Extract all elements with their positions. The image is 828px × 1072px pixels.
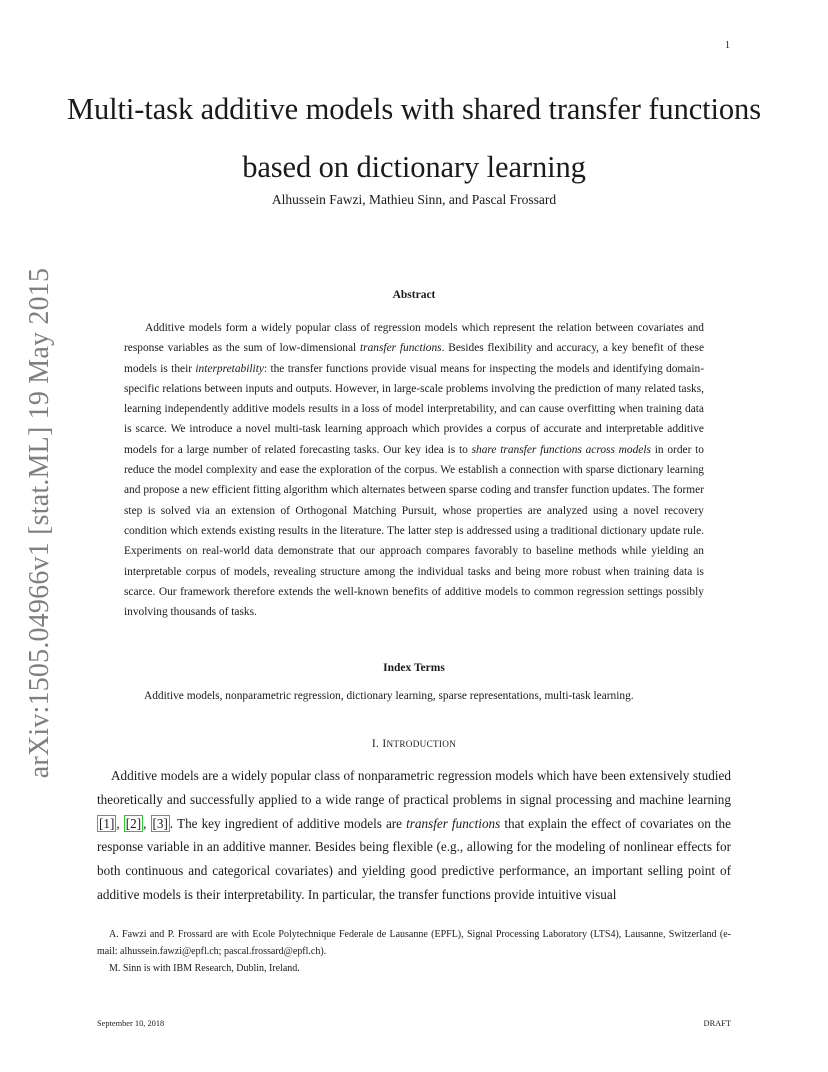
section-title-initial: I [382,738,387,750]
intro-text-2: . The key ingredient of additive models are [169,815,407,831]
abstract-text-2: . Besides flexibility and accuracy, a key benefit of these models is their [124,342,705,375]
section-heading-introduction [0,738,828,750]
abstract-text-1: Additive models form a widely popular class of regression models which represent the relation between covariates and response variables as the sum of low-dimensional [124,322,704,355]
intro-emphasis: transfer functions [406,815,501,831]
abstract-text-4: in order to reduce the model complexity and ease the exploration of the corpus. We establish a connection with sparse dictionary learning and propose a new efficient fitting algorithm which alternates between sparse coding and transfer function updates. The former step is solved via an extension of Orthogonal Matching Pursuit, whose properties are analyzed using a novel recovery condition which extends existing results in the literature. The latter step is addressed using a traditional dictionary update rule. Experiments on real-world data demonstrate that our approach compares favorably to baseline methods while yielding an interpretable corpus of models, revealing structure among the individual tasks and being more robust when training data is scarce. Our framework therefore extends the well-known benefits of additive models to common regression settings possibly involving thousands of tasks. [124,443,704,619]
arxiv-identifier-stamp [20,267,60,778]
author-list: Alhussein Fawzi, Mathieu Sinn, and Pascal Frossard [271,192,557,207]
index-terms-text: Additive models, nonparametric regression, dictionary learning, sparse representations, multi-task learning. [144,690,634,702]
abstract-heading: Abstract [392,289,436,301]
abstract-emphasis-2: interpretability [195,362,264,375]
intro-text-1: Additive models are a widely popular class of nonparametric regression models which have been extensively studied theoretically and successfully applied to a wide range of practical problems in signal processing and machine learning [97,768,731,807]
abstract-emphasis-1: transfer functions [359,342,442,355]
citation-separator-1: , [116,815,124,831]
footer-draft-label: DRAFT [703,1019,731,1028]
citation-link-2[interactable]: [2] [125,815,142,831]
citation-link-3[interactable]: [3] [152,815,168,831]
footnote-affiliation-epfl: A. Fawzi and P. Frossard are with Ecole Polytechnique Federale de Lausanne (EPFL), Signal Processing Laboratory (LTS4), Lausanne, Switzerland (e-mail: alhussein.fawzi@epfl.ch; pascal.frossard@epfl.ch). [97,929,731,957]
citation-link-1[interactable]: [1] [99,815,115,831]
abstract-text-3: : the transfer functions provide visual means for inspecting the models and identifying domain-specific relations between inputs and outputs. However, in large-scale problems involving the prediction of many related tasks, learning independently additive models results in a loss of model interpretability, and can cause overfitting when training data is scarce. We introduce a novel multi-task learning approach which provides a corpus of accurate and interpretable additive models for a large number of related forecasting tasks. Our key idea is to [124,362,704,456]
section-number: I. [371,738,383,750]
intro-text-3: that explain the effect of covariates on the response variable in an additive manner. Besides being flexible (e.g., allowing for the modeling of nonlinear effects for both continuous and categorical covariates) and yielding good predictive performance, an important selling point of additive models is their interpretability. In particular, the transfer functions provide intuitive visual [97,815,731,902]
footnote-affiliation-ibm: M. Sinn is with IBM Research, Dublin, Ireland. [109,963,300,974]
index-terms-heading: Index Terms [383,662,445,674]
citation-separator-2: , [143,815,151,831]
footer-date: September 10, 2018 [97,1019,165,1028]
introduction-paragraph [97,764,731,907]
arxiv-identifier-text: arXiv:1505.04966v1 [stat.ML] 19 May 2015 [24,267,56,778]
abstract-body [124,318,704,622]
abstract-emphasis-3: share transfer functions across models [471,443,651,456]
section-title-rest: NTRODUCTION [386,739,457,749]
paper-title: Multi-task additive models with shared transfer functions based on dictionary learning [67,92,761,184]
footnotes [97,926,731,977]
page-number: 1 [725,40,730,51]
